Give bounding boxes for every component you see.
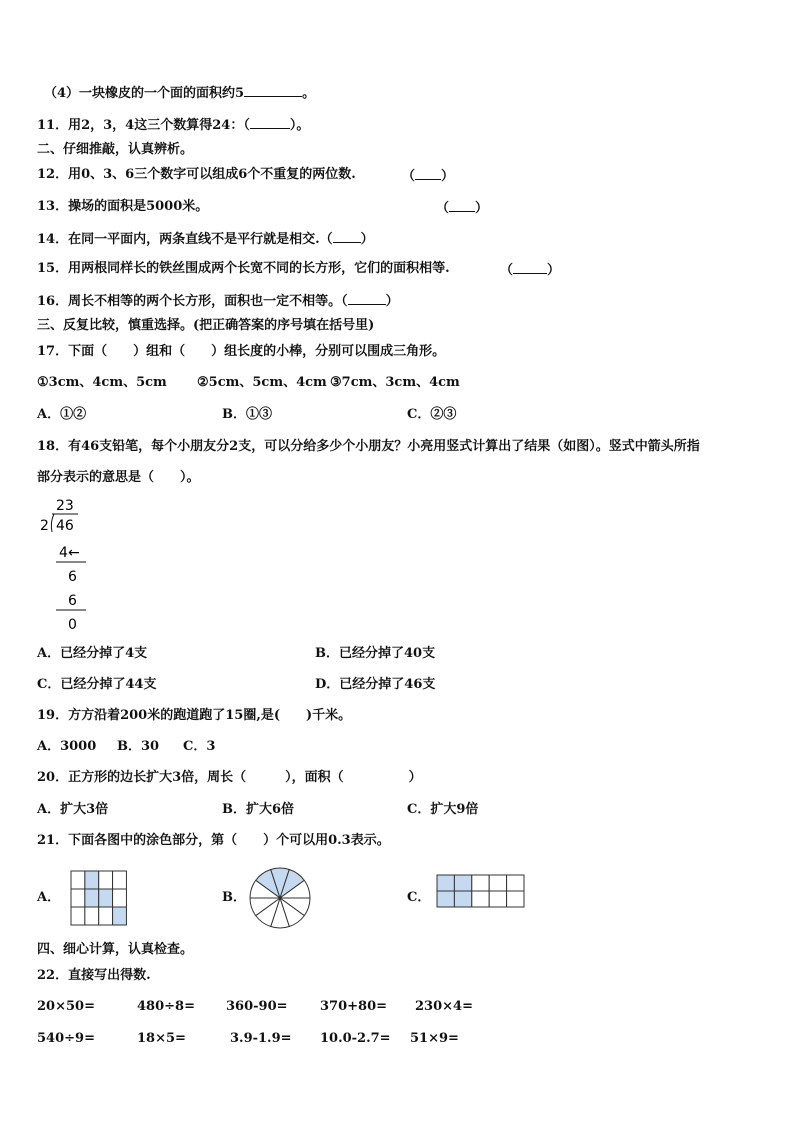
grid-cell bbox=[113, 889, 127, 907]
figure-b-circle bbox=[248, 866, 312, 930]
question-12 bbox=[37, 167, 356, 183]
question-14: 14．在同一平面内，两条直线不是平行就是相交.（ ） bbox=[37, 232, 374, 247]
question-13 bbox=[37, 199, 208, 215]
question-18-line-2: 部分表示的意思是（ ）。 bbox=[37, 470, 200, 485]
rect-cell bbox=[489, 875, 506, 891]
rect-cell bbox=[489, 891, 506, 907]
question-text: （4）一块橡皮的一个面的面积约5 bbox=[44, 86, 245, 101]
question-text: 15．用两根同样长的铁丝围成两个长宽不同的长方形，它们的面积相等. bbox=[37, 261, 450, 276]
grid-cell bbox=[113, 871, 127, 889]
answer-paren-12[interactable]: （ ） bbox=[402, 169, 455, 184]
question-22-text: 22．直接写出得数. bbox=[37, 968, 151, 983]
calc-item: 480÷8= bbox=[137, 999, 195, 1014]
q17-option-a[interactable]: A．①② bbox=[37, 407, 87, 422]
rect-cell-shaded bbox=[454, 875, 471, 891]
rect-cell bbox=[472, 875, 489, 891]
question-text: 14．在同一平面内，两条直线不是平行就是相交.（ bbox=[37, 232, 333, 247]
rect-cell bbox=[507, 891, 524, 907]
division-bracket bbox=[51, 514, 54, 532]
q18-option-d[interactable]: D．已经分掉了46支 bbox=[315, 677, 436, 692]
q17-group-1: ①3cm、4cm、5cm bbox=[37, 375, 167, 390]
rect-cell-shaded bbox=[454, 891, 471, 907]
q17-group-2: ②5cm、5cm、4cm bbox=[197, 375, 327, 390]
q19-option-a[interactable]: A．3000 bbox=[37, 739, 97, 754]
divisor: 2 bbox=[40, 518, 49, 534]
q18-option-c[interactable]: C．已经分掉了44支 bbox=[37, 677, 157, 692]
remainder-1: 6 bbox=[68, 569, 77, 585]
rect-cell bbox=[507, 875, 524, 891]
rect-cell-shaded bbox=[437, 875, 454, 891]
section-2-heading: 二、仔细推敲，认真辨析。 bbox=[37, 142, 194, 157]
calc-item: 51×9= bbox=[410, 1031, 459, 1046]
answer-blank[interactable] bbox=[250, 116, 290, 129]
grid-cell bbox=[71, 889, 85, 907]
calc-item: 540÷9= bbox=[37, 1031, 95, 1046]
rect-cell bbox=[472, 891, 489, 907]
figure-a-grid bbox=[70, 870, 128, 926]
q17-option-b[interactable]: B．①③ bbox=[222, 407, 272, 422]
grid-cell-shaded bbox=[99, 889, 113, 907]
q20-option-c[interactable]: C．扩大9倍 bbox=[407, 802, 479, 817]
grid-cell bbox=[99, 907, 113, 925]
q17-group-3: ③7cm、3cm、4cm bbox=[330, 375, 460, 390]
calc-item: 18×5= bbox=[137, 1031, 186, 1046]
q18-option-b[interactable]: B．已经分掉了40支 bbox=[315, 646, 436, 661]
grid-cell bbox=[71, 907, 85, 925]
q17-option-c[interactable]: C．②③ bbox=[407, 407, 457, 422]
question-11: 11．用2，3，4这三个数算得24：（ ）。 bbox=[37, 118, 310, 133]
q19-option-c[interactable]: C．3 bbox=[183, 739, 216, 754]
grid-cell-shaded bbox=[85, 871, 99, 889]
arrow-icon: ← bbox=[68, 545, 80, 561]
calc-item: 20×50= bbox=[37, 999, 95, 1014]
calc-item: 230×4= bbox=[415, 999, 473, 1014]
grid-cell-shaded bbox=[113, 907, 127, 925]
question-18-line-1: 18．有46支铅笔，每个小朋友分2支，可以分给多少个小朋友？小亮用竖式计算出了结果（如图）。竖式中箭头所指 bbox=[37, 439, 700, 454]
step-1-product: 4 bbox=[59, 545, 68, 561]
question-10-4: （4）一块橡皮的一个面的面积约5 。 bbox=[44, 86, 316, 101]
calc-item: 370+80= bbox=[320, 999, 388, 1014]
step-2-product: 6 bbox=[68, 593, 77, 609]
remainder-2: 0 bbox=[68, 617, 77, 633]
calc-item: 10.0-2.7= bbox=[320, 1031, 391, 1046]
q21-option-b[interactable]: B． bbox=[222, 890, 246, 905]
q21-option-c[interactable]: C． bbox=[407, 890, 431, 905]
question-20-text: 20．正方形的边长扩大3倍，周长（ ），面积（ ） bbox=[37, 770, 422, 785]
dividend: 46 bbox=[56, 518, 74, 534]
answer-blank[interactable] bbox=[333, 230, 361, 243]
answer-paren-13[interactable]: （ ） bbox=[436, 201, 489, 216]
question-15 bbox=[37, 261, 450, 277]
question-text: 13．操场的面积是5000米。 bbox=[37, 199, 209, 214]
grid-cell-shaded bbox=[85, 889, 99, 907]
question-text: 12．用0、3、6三个数字可以组成6个不重复的两位数. bbox=[37, 167, 356, 182]
long-division-figure bbox=[30, 494, 110, 634]
quotient: 23 bbox=[56, 498, 74, 514]
answer-blank[interactable] bbox=[348, 292, 386, 305]
question-text: 11．用2，3，4这三个数算得24：（ bbox=[37, 118, 250, 133]
question-16: 16．周长不相等的两个长方形，面积也一定不相等。（ ） bbox=[37, 294, 399, 309]
q20-option-a[interactable]: A．扩大3倍 bbox=[37, 802, 109, 817]
q19-option-b[interactable]: B．30 bbox=[117, 739, 160, 754]
q18-option-a[interactable]: A．已经分掉了4支 bbox=[37, 646, 148, 661]
rect-cell-shaded bbox=[437, 891, 454, 907]
calc-item: 360-90= bbox=[226, 999, 288, 1014]
question-17-text: 17．下面（ ）组和（ ）组长度的小棒，分别可以围成三角形。 bbox=[37, 344, 446, 359]
q20-option-b[interactable]: B．扩大6倍 bbox=[222, 802, 295, 817]
figure-c-rectangle bbox=[436, 871, 528, 923]
answer-paren-15[interactable]: （ ） bbox=[500, 263, 561, 278]
calc-item: 3.9-1.9= bbox=[230, 1031, 292, 1046]
question-text: 16．周长不相等的两个长方形，面积也一定不相等。（ bbox=[37, 294, 348, 309]
answer-blank[interactable] bbox=[244, 84, 302, 97]
grid-cell bbox=[71, 871, 85, 889]
section-3-heading: 三、反复比较，慎重选择。(把正确答案的序号填在括号里) bbox=[37, 318, 375, 333]
grid-cell bbox=[99, 871, 113, 889]
question-19-text: 19．方方沿着200米的跑道跑了15圈,是( )千米。 bbox=[37, 708, 352, 723]
grid-cell bbox=[85, 907, 99, 925]
question-21-text: 21．下面各图中的涂色部分，第（ ）个可以用0.3表示。 bbox=[37, 833, 390, 848]
section-4-heading: 四、细心计算，认真检查。 bbox=[37, 942, 194, 957]
q21-option-a[interactable]: A． bbox=[37, 890, 61, 905]
